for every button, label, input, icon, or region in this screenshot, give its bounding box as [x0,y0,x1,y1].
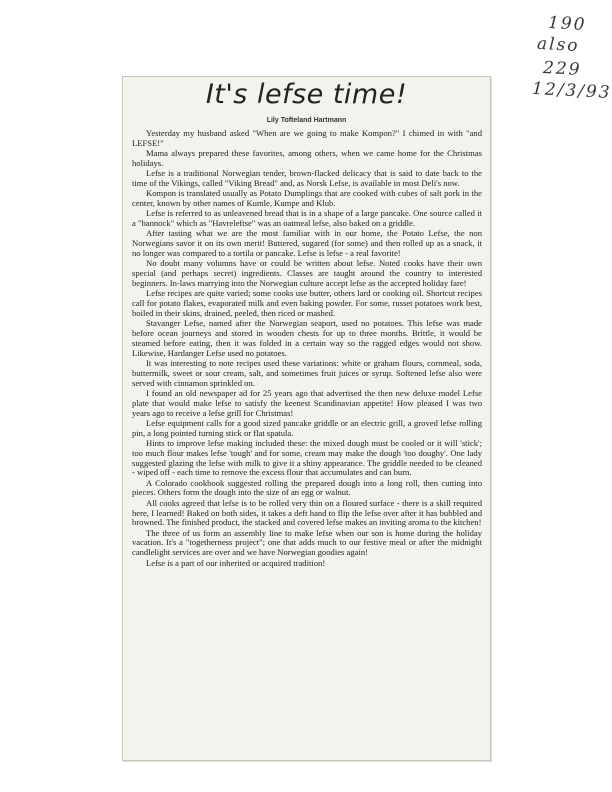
handwritten-note: 229 [542,58,582,80]
article-body [132,129,482,569]
article-paragraph: I found an old newspaper ad for 25 years ago that advertised the then new deluxe model Lefse plate that would make lefse to satisfy the keenest Scandinavian appetite! How pleased I was two years ago to receive a lefse grill for Christmas! [132,387,482,418]
handwritten-note: 190 [547,13,587,35]
handwritten-date: 12/3/93 [531,78,612,104]
article-paragraph: Yesterday my husband asked "When are we going to make Kompon?" I chimed in with "and LEFSE!" [132,128,482,148]
article-paragraph: Mama always prepared these favorites, among others, when we came home for the Christmas holidays. [132,148,482,168]
article-paragraph: All cooks agreed that lefse is to be rolled very thin on a floured surface - there is a skill required here, I learned! Baked on both sides, it takes a deft hand to flip the lefse over after it has bubbled and browned. The finished product, the stacked and covered lefse makes an inviting aroma to the kitchen! [132,497,482,528]
handwritten-note: also [536,33,581,57]
article-paragraph: After tasting what we are the most familiar with in our home, the Potato Lefse, the non Norwegians savor it on its own merit! Buttered, sugared (for some) and then rolled up as a snack, it no longer was compared to a tortila or pancake. Lefse is lefse - a real favorite! [132,228,482,259]
article-paragraph: No doubt many volumns have or could be written about lefse. Noted cooks have their own special (and perhaps secret) ingredients. Classes are taught around the country to interested beginners. In-laws marrying into the Norwegian culture accept lefse as the accepted holiday fare! [132,258,482,288]
article-paragraph: Lefse is a part of our inherited or acquired tradition! [146,557,326,568]
article-paragraph: Kompon is translated usually as Potato Dumplings that are cooked with cubes of salt pork in the center, known by other names of Kumle, Kumpe and Klub. [132,188,482,209]
article-paragraph: A Colorado cookbook suggested rolling the prepared dough into a long roll, then cutting into pieces. Others form the dough into the size of an egg or walnut. [132,477,482,498]
article-byline: Lily Tofteland Hartmann [266,117,347,124]
article-title: It's lefse time! [205,79,408,110]
article-paragraph: Stavanger Lefse, named after the Norwegian seaport, used no potatoes. This lefse was made before ocean journeys and stored in wooden chests for up to three months. Brittle, it would be steamed before eating, then it was folded in a certain way so the ragged edges would not show. Likewise, Hardanger Lefse used no potatoes. [132,318,482,358]
newspaper-clipping [122,76,491,761]
article-paragraph: Lefse recipes are quite varied; some cooks use butter, others lard or cooking oil. Shortcut recipes call for potato flakes, evaporated milk and even baking powder. For some, russet potatoes work best, boiled in their skins, drained, peeled, then riced or mashed. [132,288,482,318]
article-paragraph: Lefse is referred to as unleavened bread that is in a shape of a large pancake. One source called it a "bannock" which as "Havreleftse" was an oatmeal lefse, also baked on a griddle. [132,208,482,229]
article-paragraph: Lefse is a traditional Norwegian tender, brown-flacked delicacy that is said to date back to the time of the Vikings, called "Viking Bread" and, as Norsk Lefse, is available in most Deli's now. [132,168,482,188]
article-paragraph: The three of us form an assembly line to make lefse when our son is home during the holiday vacation. It's a "togetherness project"; one that adds much to our festive meal or after the midnight candlelight services are over and we have Norwegian goodies again! [132,527,482,558]
article-paragraph: Hints to improve lefse making included these: the mixed dough must be cooled or it will 'stick'; too much flour makes lefse 'tough' and for some, cream may make the dough 'too doughy'. One lady suggested glazing the lefse with milk to give it a shiny appearance. The griddle needed to be cleaned - wiped off - each time to remove the excess flour that accumulates and can burn. [132,437,482,478]
article-paragraph: Lefse equipment calls for a good sized pancake griddle or an electric grill, a groved lefse rolling pin, a long pointed turning stick or flat spatula. [132,417,482,438]
article-paragraph: It was interesting to note recipes used these variations: white or graham flours, cornmeal, soda, buttermilk, sweet or sour cream, salt, and sometimes fruit juices or syrup. Softened lefse also were served with cinnamon sprinkled on. [132,357,482,388]
